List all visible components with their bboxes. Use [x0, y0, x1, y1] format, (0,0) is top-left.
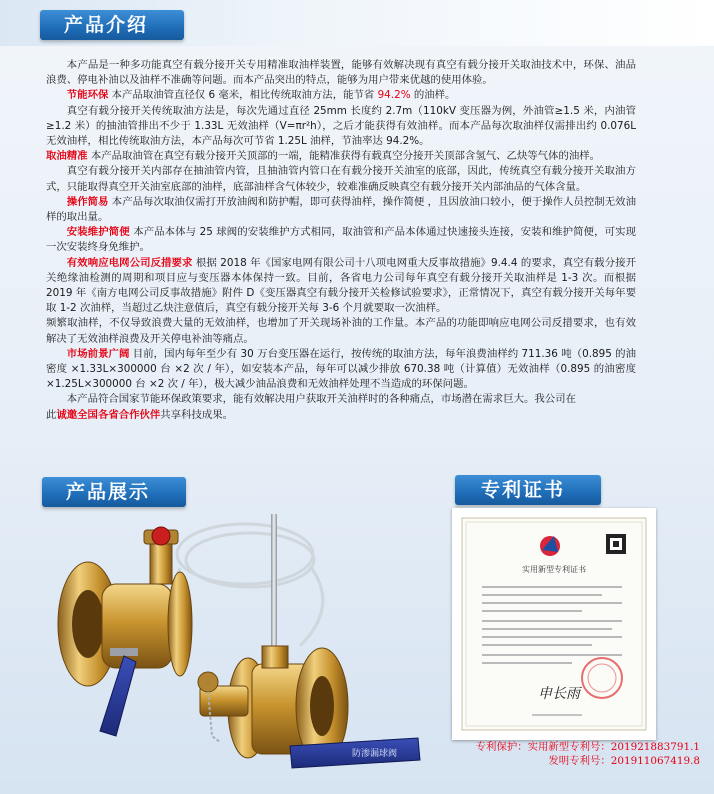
paragraph-invitation-cont: [46, 408, 636, 423]
paragraph-easy-installation: [46, 225, 636, 255]
highlight-market-prospect: 市场前景广阔: [66, 347, 130, 360]
tubing-coil: [172, 524, 323, 656]
paragraph-invitation: [46, 392, 636, 407]
patent-caption-invention: 发明专利号：201911067419.8: [548, 755, 700, 767]
paragraph-inner-pipe: 真空有载分接开关内部存在抽油管内管，且抽油管内管口在有载分接开关油室的底部，因此，传统真空有载分接开关取油方式，只能取得真空开关油室底部的油样，底部油样含气体较少，较难准确反映真空有载分接开关内部油品的气体含量。: [46, 165, 636, 193]
product-photo: [40, 506, 430, 791]
text-invitation-tail: 共享科技成果。: [160, 408, 234, 421]
highlight-grid-requirements: 有效响应电网公司反措要求: [66, 256, 193, 269]
text-invitation: 本产品符合国家节能环保政策要求，能有效解决用户获取开关油样时的各种痛点，市场潜在需求巨大。我公司在: [66, 393, 576, 406]
right-valve: [198, 646, 420, 768]
text-energy-saving: 本产品取油管直径仅 6 毫米，相比传统取油方法，能节省: [108, 89, 378, 102]
text-energy-saving-end: 的油样。: [410, 89, 456, 102]
text-easy-operation: 本产品每次取油仅需打开放油阀和防护帽，即可获得油样，操作简便 ，且因放油口较小，便于操作人员控制无效油样的取出量。: [46, 195, 636, 224]
paragraph-traditional-method: 真空有载分接开关传统取油方法是，每次先通过直径 25mm 长度约 2.7m（110kV 变压器为例，外油管≥1.5 米，内油管≥1.2 米）的抽油管排出不少于 1.33L 无效油样（V=πr²h），之后才能获得有效油样。而本产品每次取油样仅需排出约 0.076L 无效油样，相比传统取油方法，本产品每次可节省 1.25L 油样，节油率达 94.2%。: [46, 104, 636, 148]
patent-certificate-image: [452, 508, 656, 740]
highlight-accurate-sampling: 取油精准: [46, 150, 88, 163]
highlight-invitation: 诚邀全国各省合作伙伴: [56, 408, 161, 421]
highlight-easy-operation: 操作简易: [66, 195, 109, 208]
text-accurate-sampling: 本产品取油管在真空有载分接开关顶部的一端，能精准获得有载真空分接开关顶部含氢气、乙炔等气体的油样。: [87, 150, 601, 163]
paragraph-accurate-sampling: [46, 149, 636, 164]
paragraph-easy-operation: [46, 195, 636, 225]
certificate-emblem: [540, 536, 560, 556]
left-valve: [58, 527, 192, 736]
text-market-prospect: 目前，国内每年至少有 30 万台变压器在运行，按传统的取油方法，每年浪费油样约 711.36 吨（0.895 的油密度 ×1.33L×300000 台 ×2 次 / 年），如安装本产品，每年可以减少排放 670.38 吨（计算值）无效油样（0.895 的油密度 ×1.25L×300000 台 ×2 次 / 年），极大减少油品浪费和无效油样处理不当造成的环保问题。: [46, 347, 637, 391]
paragraph-grid-requirements: [46, 256, 636, 317]
savings-percent: 94.2%: [377, 89, 411, 102]
paragraph-market-prospect: [46, 347, 636, 393]
text-invitation-pre: 此: [46, 408, 57, 421]
patent-caption-utility: 专利保护：实用新型专利号：201921883791.1: [475, 741, 700, 753]
highlight-energy-saving: 节能环保: [66, 89, 109, 102]
paragraph-overview: 本产品是一种多功能真空有载分接开关专用精准取油样装置，能够有效解决现有真空有载分接开关取油技术中，环保、油品浪费、停电补油以及油样不准确等问题。而本产品突出的特点，能够为用户带来优越的使用体验。: [46, 59, 636, 87]
certificate-title: 实用新型专利证书: [522, 565, 586, 574]
text-grid-requirements: 根据 2018 年《国家电网有限公司十八项电网重大反事故措施》9.4.4 的要求，真空有载分接开关绝缘油检测的周期和项目应与变压器本体保持一致。目前，各省电力公司每年真空有载分接开关取油样是 1-3 次。而根据 2019 年《南方电网公司反事故措施》附件 D《变压器真空有载分接开关检修试验要求》，正常情况下，真空有载分接开关每年要取 1-2 次油样，当超过乙炔注意值后，真空有载分接开关每 3-6 个月就要取一次油样。: [46, 256, 637, 315]
certificate-graphic: [452, 508, 656, 740]
sampling-rod: [271, 514, 277, 664]
paragraph-energy-saving: [46, 88, 636, 103]
paragraph-frequent-sampling: 频繁取油样，不仅导致浪费大量的无效油样，也增加了开关现场补油的工作量。本产品的功能即响应电网公司反措要求，也有效解决了无效油样浪费及开关停电补油等痛点。: [46, 317, 636, 345]
valve-label: 防渗漏球阀: [352, 749, 398, 759]
text-easy-installation: 本产品本体与 25 球阀的安装维护方式相同，取油管和产品本体通过快速接头连接，安装和维护简便，可实现一次安装终身免维护。: [46, 226, 636, 254]
section-title-intro: 产品介绍: [40, 10, 184, 40]
certificate-signature: 申长雨: [538, 686, 580, 702]
highlight-easy-installation: 安装维护简便: [66, 226, 130, 239]
section-title-patent: 专利证书: [455, 475, 601, 505]
product-description: [46, 58, 636, 423]
section-title-display: 产品展示: [42, 477, 186, 507]
